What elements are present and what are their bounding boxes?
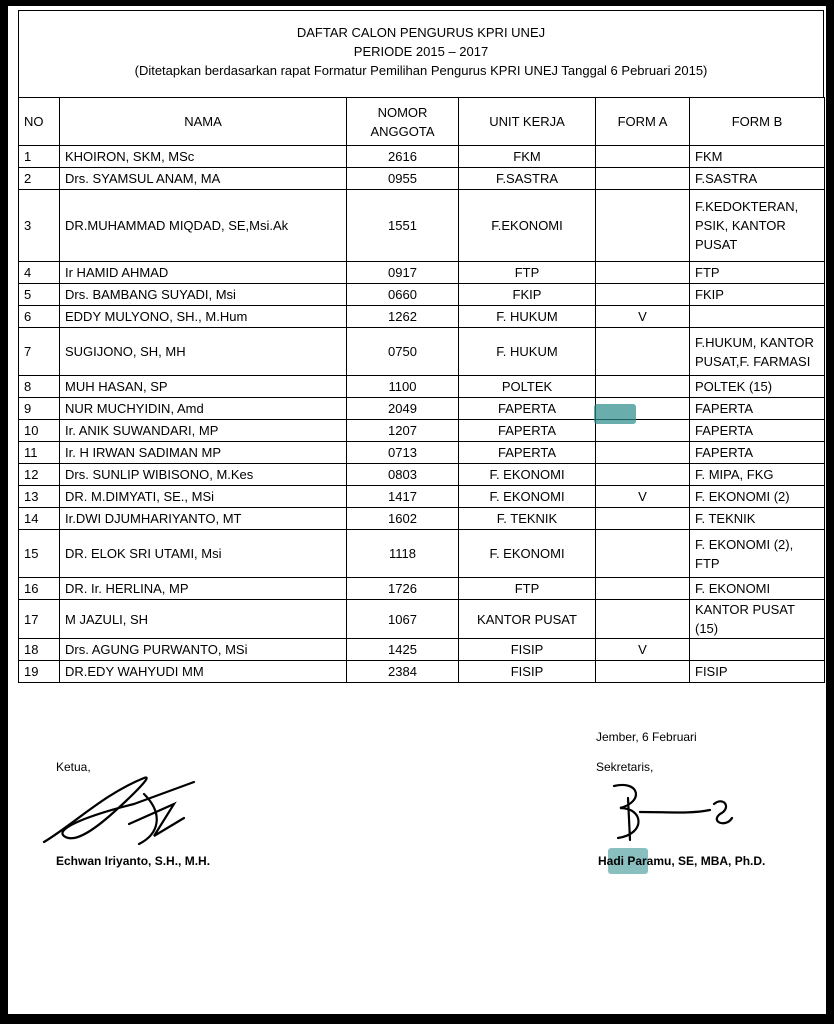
cell-form-b — [690, 464, 825, 486]
cell-form-b — [690, 284, 825, 306]
col-header-nama: NAMA — [60, 98, 347, 146]
cell-form-b-line: F. EKONOMI (2) — [695, 489, 790, 504]
cell-form-b — [690, 530, 825, 578]
cell-nomor: 0750 — [347, 328, 459, 376]
cell-nama: Drs. BAMBANG SUYADI, Msi — [60, 284, 347, 306]
cell-form-b — [690, 376, 825, 398]
table-row — [19, 168, 825, 190]
cell-no: 4 — [19, 262, 60, 284]
cell-form-b — [690, 328, 825, 376]
right-name: Hadi Paramu, SE, MBA, Ph.D. — [598, 854, 766, 868]
col-header-no: NO — [19, 98, 60, 146]
cell-nomor: 1425 — [347, 639, 459, 661]
cell-unit: F. HUKUM — [459, 328, 596, 376]
cell-form-b-line: F.HUKUM, KANTOR — [695, 334, 814, 350]
cell-nomor: 0917 — [347, 262, 459, 284]
cell-nomor: 0713 — [347, 442, 459, 464]
cell-unit: FKIP — [459, 284, 596, 306]
cell-no: 8 — [19, 376, 60, 398]
cell-form-b — [690, 190, 825, 262]
cell-form-a — [596, 262, 690, 284]
cell-form-b-line: FKIP — [695, 287, 724, 302]
cell-no: 6 — [19, 306, 60, 328]
place-date: Jember, 6 Februari — [596, 730, 697, 744]
cell-unit: F. EKONOMI — [459, 530, 596, 578]
col-header-form-b: FORM B — [690, 98, 825, 146]
table-row — [19, 530, 825, 578]
table-row — [19, 464, 825, 486]
cell-form-b — [690, 486, 825, 508]
cell-unit: POLTEK — [459, 376, 596, 398]
cell-form-b-line: FAPERTA — [695, 445, 754, 460]
cell-nama: Ir HAMID AHMAD — [60, 262, 347, 284]
cell-nama: DR. Ir. HERLINA, MP — [60, 578, 347, 600]
table-row — [19, 600, 825, 639]
cell-unit: FAPERTA — [459, 398, 596, 420]
cell-no: 16 — [19, 578, 60, 600]
cell-nomor: 1262 — [347, 306, 459, 328]
cell-no: 5 — [19, 284, 60, 306]
table-row — [19, 146, 825, 168]
cell-form-a — [596, 442, 690, 464]
header-period: PERIODE 2015 – 2017 — [353, 44, 489, 59]
cell-no: 1 — [19, 146, 60, 168]
cell-nama: M JAZULI, SH — [60, 600, 347, 639]
cell-form-b-line: F. TEKNIK — [695, 511, 756, 526]
table-row — [19, 578, 825, 600]
cell-form-b — [690, 398, 825, 420]
cell-unit: KANTOR PUSAT — [459, 600, 596, 639]
header-note: (Ditetapkan berdasarkan rapat Formatur Pemilihan Pengurus KPRI UNEJ Tanggal 6 Pebruari 2015) — [134, 63, 708, 78]
cell-form-a — [596, 578, 690, 600]
cell-form-b-line: FKM — [695, 149, 723, 164]
table-row — [19, 262, 825, 284]
cell-form-a — [596, 190, 690, 262]
table-row — [19, 661, 825, 683]
cell-nama: KHOIRON, SKM, MSc — [60, 146, 347, 168]
candidate-table — [18, 97, 825, 683]
cell-form-b — [690, 600, 825, 639]
cell-form-a — [596, 530, 690, 578]
col-header-nomor — [347, 98, 459, 146]
left-role: Ketua, — [56, 760, 91, 774]
cell-nama: MUH HASAN, SP — [60, 376, 347, 398]
cell-nama: EDDY MULYONO, SH., M.Hum — [60, 306, 347, 328]
cell-form-b — [690, 639, 825, 661]
cell-no: 7 — [19, 328, 60, 376]
cell-form-b — [690, 420, 825, 442]
cell-nomor: 1726 — [347, 578, 459, 600]
cell-nomor: 1207 — [347, 420, 459, 442]
cell-nama: SUGIJONO, SH, MH — [60, 328, 347, 376]
cell-no: 10 — [19, 420, 60, 442]
cell-form-a — [596, 661, 690, 683]
cell-nomor: 0660 — [347, 284, 459, 306]
right-signature — [600, 778, 750, 848]
cell-nomor: 0803 — [347, 464, 459, 486]
table-row — [19, 306, 825, 328]
left-name: Echwan Iriyanto, S.H., M.H. — [56, 854, 211, 868]
cell-nomor: 1417 — [347, 486, 459, 508]
cell-nama: DR.EDY WAHYUDI MM — [60, 661, 347, 683]
cell-form-b-line: PUSAT — [695, 237, 738, 252]
table-row — [19, 284, 825, 306]
table-header-row — [19, 98, 825, 146]
table-row — [19, 376, 825, 398]
cell-form-a — [596, 146, 690, 168]
table-row — [19, 639, 825, 661]
table-row — [19, 398, 825, 420]
table-row — [19, 328, 825, 376]
cell-form-b — [690, 146, 825, 168]
cell-form-a: V — [596, 486, 690, 508]
cell-no: 13 — [19, 486, 60, 508]
cell-form-a — [596, 508, 690, 530]
cell-nama: DR.MUHAMMAD MIQDAD, SE,Msi.Ak — [60, 190, 347, 262]
cell-unit: F.SASTRA — [459, 168, 596, 190]
cell-unit: F.EKONOMI — [459, 190, 596, 262]
cell-nama: Drs. SYAMSUL ANAM, MA — [60, 168, 347, 190]
cell-form-a — [596, 464, 690, 486]
cell-form-a: V — [596, 639, 690, 661]
cell-unit: F. EKONOMI — [459, 486, 596, 508]
table-row — [19, 420, 825, 442]
cell-nomor: 2384 — [347, 661, 459, 683]
document-header — [18, 10, 824, 98]
cell-form-b — [690, 508, 825, 530]
cell-form-b-line: PSIK, KANTOR — [695, 218, 786, 233]
cell-unit: F. HUKUM — [459, 306, 596, 328]
cell-unit: FAPERTA — [459, 442, 596, 464]
cell-form-b-line: F.KEDOKTERAN, — [695, 199, 799, 214]
cell-form-a — [596, 328, 690, 376]
cell-no: 17 — [19, 600, 60, 639]
cell-nomor: 1118 — [347, 530, 459, 578]
table-row — [19, 442, 825, 464]
cell-form-b — [690, 168, 825, 190]
cell-unit: FTP — [459, 578, 596, 600]
cell-form-b — [690, 306, 825, 328]
cell-form-b-line: FAPERTA — [695, 423, 754, 438]
cell-unit: F. TEKNIK — [459, 508, 596, 530]
cell-unit: F. EKONOMI — [459, 464, 596, 486]
header-title: DAFTAR CALON PENGURUS KPRI UNEJ — [296, 25, 546, 40]
cell-unit: FKM — [459, 146, 596, 168]
cell-form-b-line: FISIP — [695, 664, 728, 679]
cell-nomor: 1100 — [347, 376, 459, 398]
cell-form-b-line: FTP — [695, 555, 720, 571]
cell-nama: Ir. ANIK SUWANDARI, MP — [60, 420, 347, 442]
cell-form-a — [596, 376, 690, 398]
cell-unit: FISIP — [459, 661, 596, 683]
cell-form-b-line: F. EKONOMI (2), — [695, 536, 794, 552]
cell-form-b-line: KANTOR PUSAT (15) — [695, 602, 795, 636]
right-role: Sekretaris, — [596, 760, 654, 774]
cell-form-b-line: POLTEK (15) — [695, 379, 773, 394]
stamp-smudge — [594, 404, 636, 424]
cell-no: 2 — [19, 168, 60, 190]
document-page — [8, 6, 826, 1014]
cell-form-a: V — [596, 306, 690, 328]
cell-nomor: 0955 — [347, 168, 459, 190]
cell-unit: FISIP — [459, 639, 596, 661]
cell-form-b — [690, 661, 825, 683]
cell-form-b — [690, 578, 825, 600]
cell-nomor: 1551 — [347, 190, 459, 262]
cell-nomor: 2049 — [347, 398, 459, 420]
cell-unit: FAPERTA — [459, 420, 596, 442]
cell-no: 9 — [19, 398, 60, 420]
cell-no: 19 — [19, 661, 60, 683]
cell-form-b — [690, 262, 825, 284]
table-row — [19, 190, 825, 262]
cell-form-b-line: PUSAT,F. FARMASI — [695, 353, 811, 369]
cell-nomor: 2616 — [347, 146, 459, 168]
col-header-nomor-line2: ANGGOTA — [370, 123, 435, 139]
col-header-form-a: FORM A — [596, 98, 690, 146]
cell-no: 11 — [19, 442, 60, 464]
cell-form-a — [596, 168, 690, 190]
cell-no: 3 — [19, 190, 60, 262]
cell-form-b-line: F.SASTRA — [695, 171, 758, 186]
table-body — [19, 146, 825, 683]
cell-nama: DR. ELOK SRI UTAMI, Msi — [60, 530, 347, 578]
cell-nama: DR. M.DIMYATI, SE., MSi — [60, 486, 347, 508]
cell-form-b-line: FTP — [695, 265, 720, 280]
cell-nama: Ir. H IRWAN SADIMAN MP — [60, 442, 347, 464]
table-row — [19, 508, 825, 530]
left-signature — [34, 764, 234, 854]
cell-nama: Drs. AGUNG PURWANTO, MSi — [60, 639, 347, 661]
cell-nama: NUR MUCHYIDIN, Amd — [60, 398, 347, 420]
cell-nama: Drs. SUNLIP WIBISONO, M.Kes — [60, 464, 347, 486]
col-header-unit: UNIT KERJA — [459, 98, 596, 146]
cell-form-a — [596, 600, 690, 639]
cell-no: 18 — [19, 639, 60, 661]
cell-no: 14 — [19, 508, 60, 530]
cell-nomor: 1602 — [347, 508, 459, 530]
col-header-nomor-line1: NOMOR — [377, 104, 428, 120]
cell-unit: FTP — [459, 262, 596, 284]
cell-nomor: 1067 — [347, 600, 459, 639]
cell-form-b-line: F. EKONOMI — [695, 581, 771, 596]
cell-no: 15 — [19, 530, 60, 578]
cell-form-b — [690, 442, 825, 464]
cell-form-b-line: FAPERTA — [695, 401, 754, 416]
cell-no: 12 — [19, 464, 60, 486]
table-row — [19, 486, 825, 508]
cell-nama: Ir.DWI DJUMHARIYANTO, MT — [60, 508, 347, 530]
cell-form-a — [596, 284, 690, 306]
cell-form-b-line: F. MIPA, FKG — [695, 467, 774, 482]
